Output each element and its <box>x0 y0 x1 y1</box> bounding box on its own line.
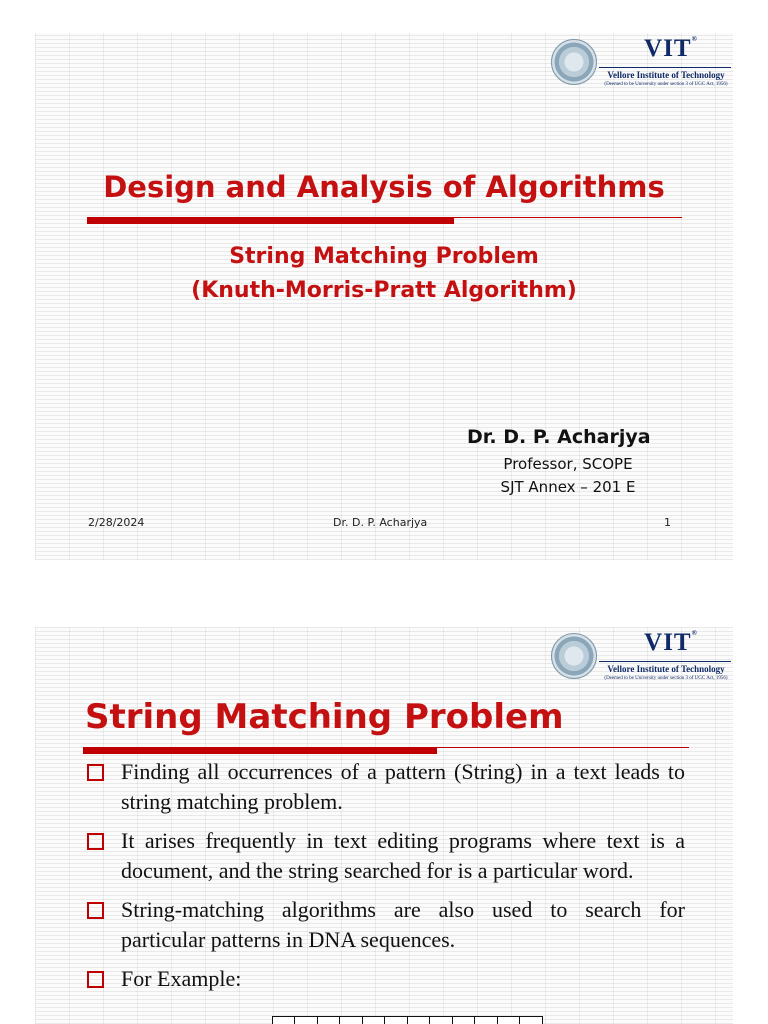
heading-underline-thin <box>437 747 689 748</box>
author-name: Dr. D. P. Acharjya <box>467 426 651 448</box>
bullet-item <box>87 826 685 886</box>
array-cell <box>407 1016 431 1024</box>
logo-name: VIT® <box>644 35 698 62</box>
array-cell <box>474 1016 498 1024</box>
array-cell <box>452 1016 476 1024</box>
logo-tagline: (Deemed to be University under section 3 of UGC Act, 1956) <box>604 82 728 87</box>
logo-rule <box>599 67 731 68</box>
array-cell <box>272 1016 296 1024</box>
array-cell <box>519 1016 543 1024</box>
logo-tagline: (Deemed to be University under section 3 of UGC Act, 1956) <box>604 676 728 681</box>
title-slide <box>35 33 733 560</box>
bullet-item <box>87 964 685 994</box>
array-cell <box>384 1016 408 1024</box>
array-cell <box>429 1016 453 1024</box>
vit-logo <box>551 627 731 689</box>
checkbox-bullet-icon <box>87 764 104 781</box>
array-cell <box>339 1016 363 1024</box>
content-slide <box>35 627 733 1024</box>
footer-presenter: Dr. D. P. Acharjya <box>333 516 428 529</box>
bullet-item <box>87 757 685 817</box>
array-cell <box>294 1016 318 1024</box>
heading-underline-thick <box>83 747 437 754</box>
checkbox-bullet-icon <box>87 833 104 850</box>
author-designation: Professor, SCOPE <box>503 455 633 473</box>
vit-seal-icon <box>551 633 597 679</box>
array-cell <box>497 1016 521 1024</box>
logo-full-name: Vellore Institute of Technology <box>607 664 725 674</box>
title-underline-thin <box>454 217 682 218</box>
vit-seal-icon <box>551 39 597 85</box>
bullet-text: Finding all occurrences of a pattern (String) in a text leads to string matching problem. <box>121 759 685 814</box>
checkbox-bullet-icon <box>87 971 104 988</box>
course-title: Design and Analysis of Algorithms <box>103 170 665 204</box>
author-office: SJT Annex – 201 E <box>500 478 636 496</box>
bullet-text: For Example: <box>121 966 242 991</box>
footer-page-number: 1 <box>664 516 671 529</box>
bullet-text: String-matching algorithms are also used to search for particular patterns in DNA sequences. <box>121 897 685 952</box>
logo-full-name: Vellore Institute of Technology <box>607 70 725 80</box>
bullet-list <box>87 757 685 1003</box>
bullet-text: It arises frequently in text editing programs where text is a document, and the string searched for is a particular word. <box>121 828 685 883</box>
bullet-item <box>87 895 685 955</box>
text-array-cells <box>273 1016 543 1024</box>
slide-heading: String Matching Problem <box>85 697 564 737</box>
title-underline-thick <box>87 217 454 224</box>
checkbox-bullet-icon <box>87 902 104 919</box>
array-cell <box>362 1016 386 1024</box>
logo-rule <box>599 661 731 662</box>
logo-name: VIT® <box>644 629 698 656</box>
subtitle-line2: (Knuth-Morris-Pratt Algorithm) <box>191 278 577 303</box>
array-cell <box>317 1016 341 1024</box>
subtitle-line1: String Matching Problem <box>229 244 539 269</box>
vit-logo <box>551 33 731 95</box>
footer-date: 2/28/2024 <box>88 516 145 529</box>
